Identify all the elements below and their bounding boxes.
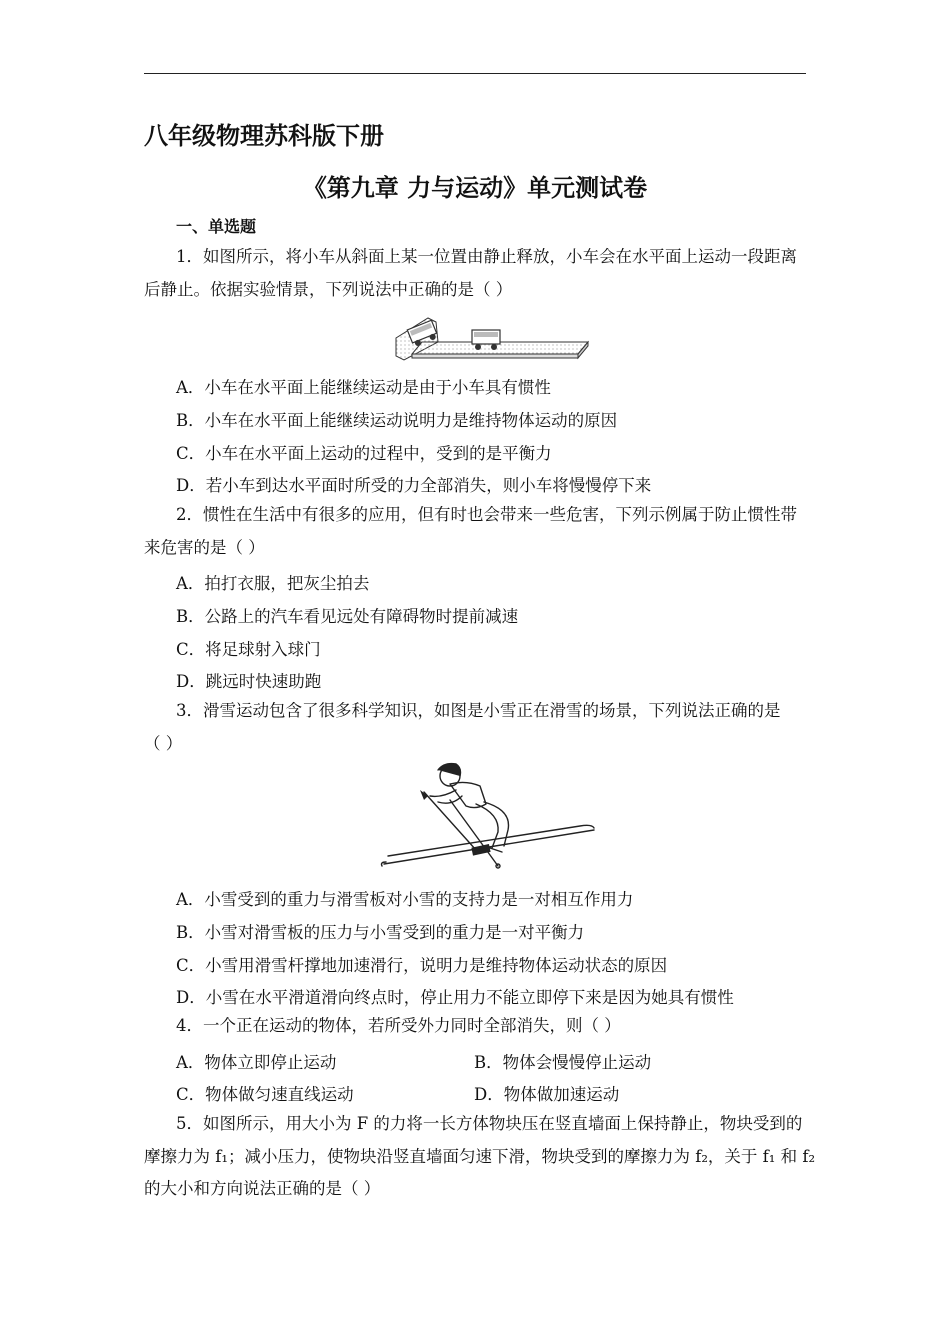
q4-option-a: A．物体立即停止运动 xyxy=(176,1053,337,1072)
q2-option-a: A．拍打衣服，把灰尘拍去 xyxy=(176,574,370,593)
q1-option-a: A．小车在水平面上能继续运动是由于小车具有惯性 xyxy=(176,378,551,397)
q2-option-d: D．跳远时快速助跑 xyxy=(176,672,322,691)
q5-stem-line2: 摩擦力为 f₁；减小压力，使物块沿竖直墙面匀速下滑，物块受到的摩擦力为 f₂，关于 f₁ 和 f₂ xyxy=(144,1147,816,1166)
q2-stem-line2: 来危害的是（ ） xyxy=(144,538,265,557)
grade-heading: 八年级物理苏科版下册 xyxy=(144,122,384,150)
skier-figure xyxy=(380,762,602,874)
section-heading: 一、单选题 xyxy=(176,217,257,236)
q3-option-c: C．小雪用滑雪杆撑地加速滑行，说明力是维持物体运动状态的原因 xyxy=(176,956,668,975)
q3-option-d: D．小雪在水平滑道滑向终点时，停止用力不能立即停下来是因为她具有惯性 xyxy=(176,988,734,1007)
header-rule xyxy=(144,73,806,74)
q3-option-b: B．小雪对滑雪板的压力与小雪受到的重力是一对平衡力 xyxy=(176,923,585,942)
q2-option-c: C．将足球射入球门 xyxy=(176,640,321,659)
q4-option-c: C．物体做匀速直线运动 xyxy=(176,1085,354,1104)
q3-stem-line1: 3．滑雪运动包含了很多科学知识，如图是小雪正在滑雪的场景，下列说法正确的是 xyxy=(176,701,781,720)
q2-stem-line1: 2．惯性在生活中有很多的应用，但有时也会带来一些危害，下列示例属于防止惯性带 xyxy=(176,505,797,524)
q1-stem-line2: 后静止。依据实验情景，下列说法中正确的是（ ） xyxy=(144,280,513,299)
q2-option-b: B．公路上的汽车看见远处有障碍物时提前减速 xyxy=(176,607,519,626)
q1-option-b: B．小车在水平面上能继续运动说明力是维持物体运动的原因 xyxy=(176,411,618,430)
cart-ramp-figure xyxy=(392,312,592,362)
q1-option-c: C．小车在水平面上运动的过程中，受到的是平衡力 xyxy=(176,444,552,463)
q1-stem-line1: 1．如图所示，将小车从斜面上某一位置由静止释放，小车会在水平面上运动一段距离 xyxy=(176,247,797,266)
q5-stem-line1: 5．如图所示，用大小为 F 的力将一长方体物块压在竖直墙面上保持静止，物块受到的 xyxy=(176,1114,803,1133)
q4-option-d: D．物体做加速运动 xyxy=(474,1085,620,1104)
page-title: 《第九章 力与运动》单元测试卷 xyxy=(302,174,648,202)
q3-stem-line2: （ ） xyxy=(144,734,183,753)
q4-stem: 4．一个正在运动的物体，若所受外力同时全部消失，则（ ） xyxy=(176,1016,621,1035)
q3-option-a: A．小雪受到的重力与滑雪板对小雪的支持力是一对相互作用力 xyxy=(176,890,634,909)
q1-option-d: D．若小车到达水平面时所受的力全部消失，则小车将慢慢停下来 xyxy=(176,476,652,495)
q5-stem-line3: 的大小和方向说法正确的是（ ） xyxy=(144,1179,381,1198)
q4-option-b: B．物体会慢慢停止运动 xyxy=(474,1053,652,1072)
